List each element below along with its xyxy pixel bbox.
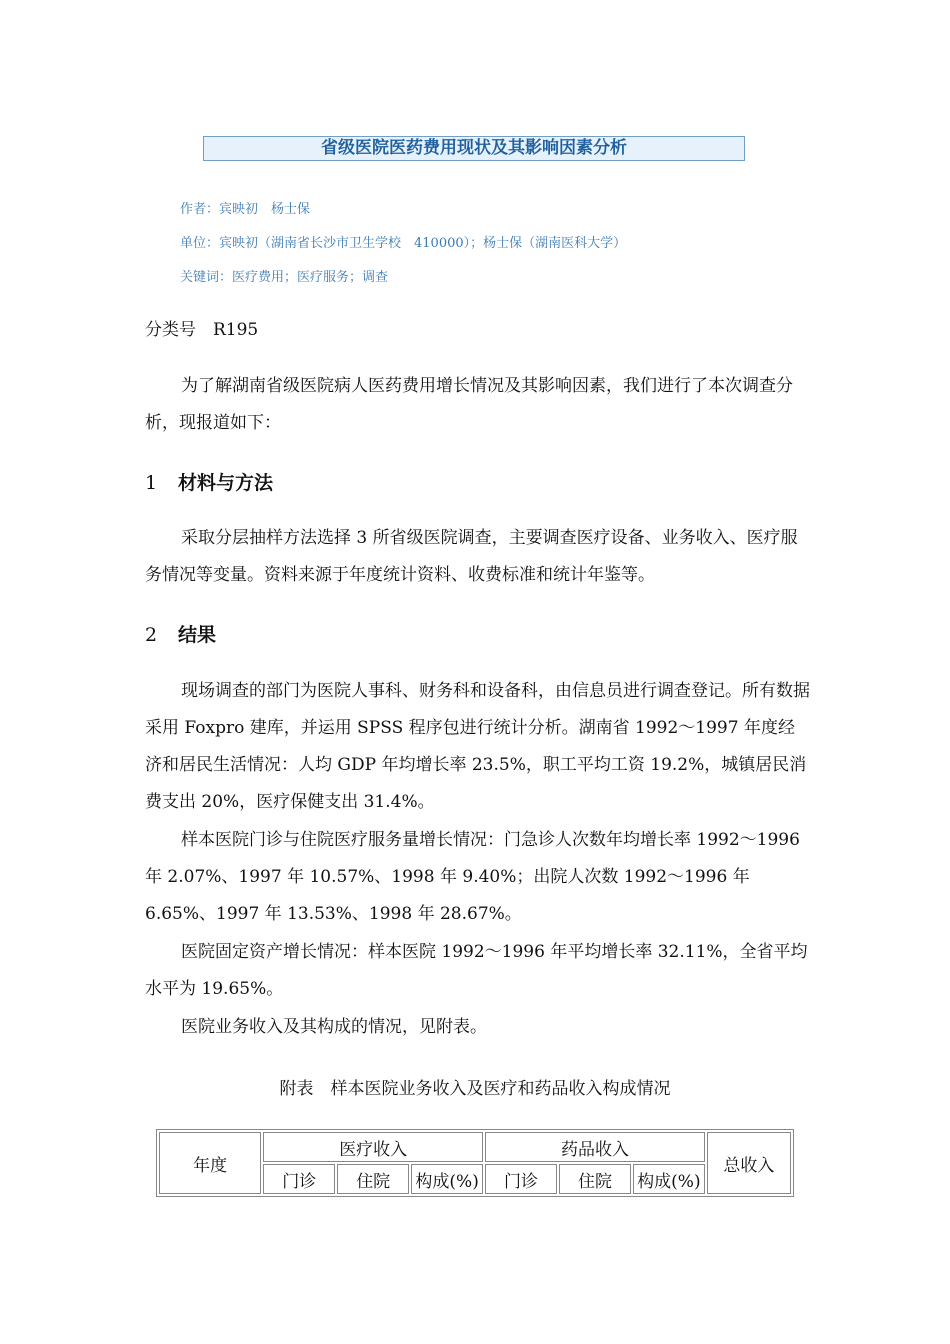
keywords-value: 医疗费用；医疗服务；调查 xyxy=(232,270,389,285)
header-medical-outpatient: 门诊 xyxy=(263,1164,335,1194)
keywords-line xyxy=(180,266,388,285)
header-drug-outpatient: 门诊 xyxy=(485,1164,557,1194)
authors-value: 宾映初 杨士保 xyxy=(219,202,311,217)
units-value: 宾映初（湖南省长沙市卫生学校 410000）；杨士保（湖南医科大学） xyxy=(219,236,627,251)
header-medical-income: 医疗收入 xyxy=(263,1132,483,1162)
units-line xyxy=(180,232,626,251)
section-2-title: 结果 xyxy=(178,624,217,646)
units-label: 单位： xyxy=(180,236,220,251)
section-1-paragraph: 采取分层抽样方法选择 3 所省级医院调查，主要调查医疗设备、业务收入、医疗服务情况等变量。资料来源于年度统计资料、收费标准和统计年鉴等。 xyxy=(145,528,798,585)
authors-line xyxy=(180,198,310,217)
header-medical-inpatient: 住院 xyxy=(337,1164,409,1194)
classification-number: 分类号 R195 xyxy=(145,320,259,340)
article-title: 省级医院医药费用现状及其影响因素分析 xyxy=(203,136,745,161)
section-2-heading xyxy=(145,620,216,647)
section-1-number: 1 xyxy=(145,472,158,494)
header-medical-composition: 构成(%) xyxy=(411,1164,483,1194)
result-paragraph-4: 医院业务收入及其构成的情况，见附表。 xyxy=(181,1017,487,1037)
keywords-label: 关键词： xyxy=(180,270,233,285)
result-paragraph-1: 现场调查的部门为医院人事科、财务科和设备科，由信息员进行调查登记。所有数据采用 Foxpro 建库，并运用 SPSS 程序包进行统计分析。湖南省 1992～1997 年度经济和居民生活情况：人均 GDP 年均增长率 23.5%，职工平均工资 19.2%，城镇居民消费支出 20%，医疗保健支出 31.4%。 xyxy=(145,681,810,812)
header-drug-income: 药品收入 xyxy=(485,1132,705,1162)
header-total-income: 总收入 xyxy=(707,1132,791,1194)
intro-paragraph: 为了解湖南省级医院病人医药费用增长情况及其影响因素，我们进行了本次调查分析，现报道如下： xyxy=(145,376,793,433)
section-1-title: 材料与方法 xyxy=(178,472,274,494)
authors-label: 作者： xyxy=(180,202,220,217)
header-drug-inpatient: 住院 xyxy=(559,1164,631,1194)
table-header-row-1 xyxy=(159,1132,791,1162)
header-year: 年度 xyxy=(159,1132,261,1194)
header-drug-composition: 构成(%) xyxy=(633,1164,705,1194)
result-paragraph-3: 医院固定资产增长情况：样本医院 1992～1996 年平均增长率 32.11%，全省平均水平为 19.65%。 xyxy=(145,942,808,999)
section-1-heading xyxy=(145,468,273,495)
result-paragraph-2: 样本医院门诊与住院医疗服务量增长情况：门急诊人次数年均增长率 1992～1996 年 2.07%、1997 年 10.57%、1998 年 9.40%；出院人次数 1992～1996 年 6.65%、1997 年 13.53%、1998 年 28.67%。 xyxy=(145,830,800,924)
table-caption: 附表 样本医院业务收入及医疗和药品收入构成情况 xyxy=(279,1079,671,1099)
section-2-number: 2 xyxy=(145,624,158,646)
income-table xyxy=(156,1129,794,1197)
